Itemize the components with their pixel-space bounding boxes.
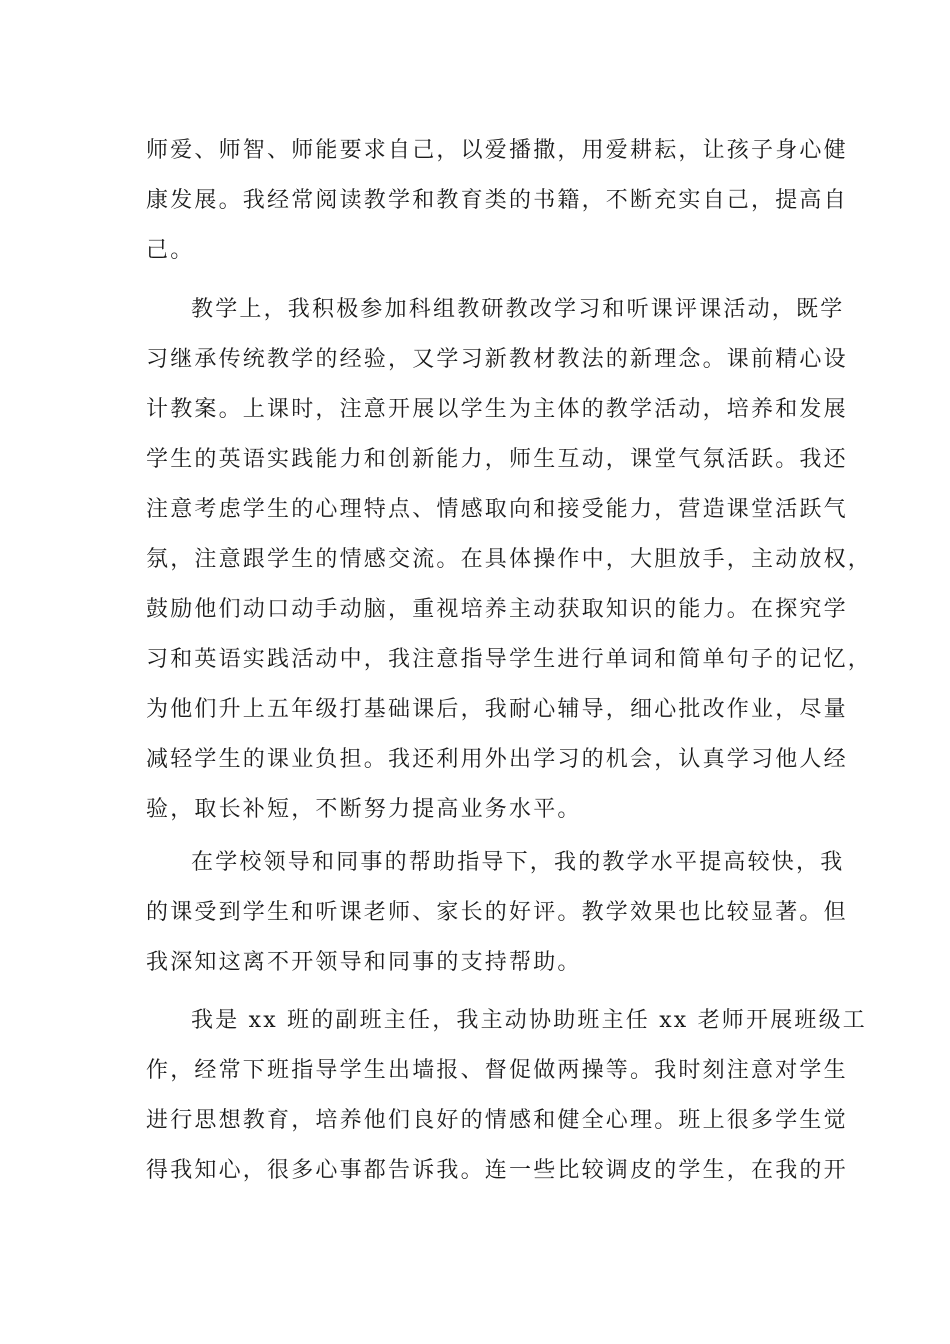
paragraph-line: 康发展。我经常阅读教学和教育类的书籍，不断充实自己，提高自 [146,188,848,213]
paragraph-line: 得我知心，很多心事都告诉我。连一些比较调皮的学生，在我的开 [146,1158,848,1183]
paragraph-1 [146,126,848,276]
paragraph-line: 计教案。上课时，注意开展以学生为主体的教学活动，培养和发展 [146,397,848,422]
paragraph-line: 作，经常下班指导学生出墙报、督促做两操等。我时刻注意对学生 [146,1058,848,1083]
paragraph-line: 减轻学生的课业负担。我还利用外出学习的机会，认真学习他人经 [146,747,848,772]
paragraph-line: 习继承传统教学的经验，又学习新教材教法的新理念。课前精心设 [146,347,848,372]
paragraph-line: 我是 xx 班的副班主任，我主动协助班主任 xx 老师开展班级工 [191,1008,868,1033]
paragraph-line: 学生的英语实践能力和创新能力，师生互动，课堂气氛活跃。我还 [146,447,848,472]
paragraph-line: 注意考虑学生的心理特点、情感取向和接受能力，营造课堂活跃气 [146,497,848,522]
paragraph-3 [146,838,848,988]
paragraph-line: 为他们升上五年级打基础课后，我耐心辅导，细心批改作业，尽量 [146,697,848,722]
paragraph-line [146,1196,802,1246]
paragraph-line: 的课受到学生和听课老师、家长的好评。教学效果也比较显著。但 [146,900,848,925]
paragraph-2 [146,285,873,835]
paragraph-line: 验，取长补短，不断努力提高业务水平。 [146,797,582,822]
paragraph-line: 教学上，我积极参加科组教研教改学习和听课评课活动，既学 [191,297,845,322]
paragraph-line: 己。 [146,238,195,263]
paragraph-4 [146,996,868,1246]
paragraph-line: 进行思想教育，培养他们良好的情感和健全心理。班上很多学生觉 [146,1108,848,1133]
paragraph-line: 师爱、师智、师能要求自己，以爱播撒，用爱耕耘，让孩子身心健 [146,138,848,163]
paragraph-line: 鼓励他们动口动手动脑，重视培养主动获取知识的能力。在探究学 [146,597,848,622]
paragraph-line: 我深知这离不开领导和同事的支持帮助。 [146,950,582,975]
paragraph-line: 氛，注意跟学生的情感交流。在具体操作中，大胆放手，主动放权， [146,547,873,572]
paragraph-line: 习和英语实践活动中，我注意指导学生进行单词和简单句子的记忆， [146,647,873,672]
paragraph-line: 在学校领导和同事的帮助指导下，我的教学水平提高较快，我 [191,850,845,875]
